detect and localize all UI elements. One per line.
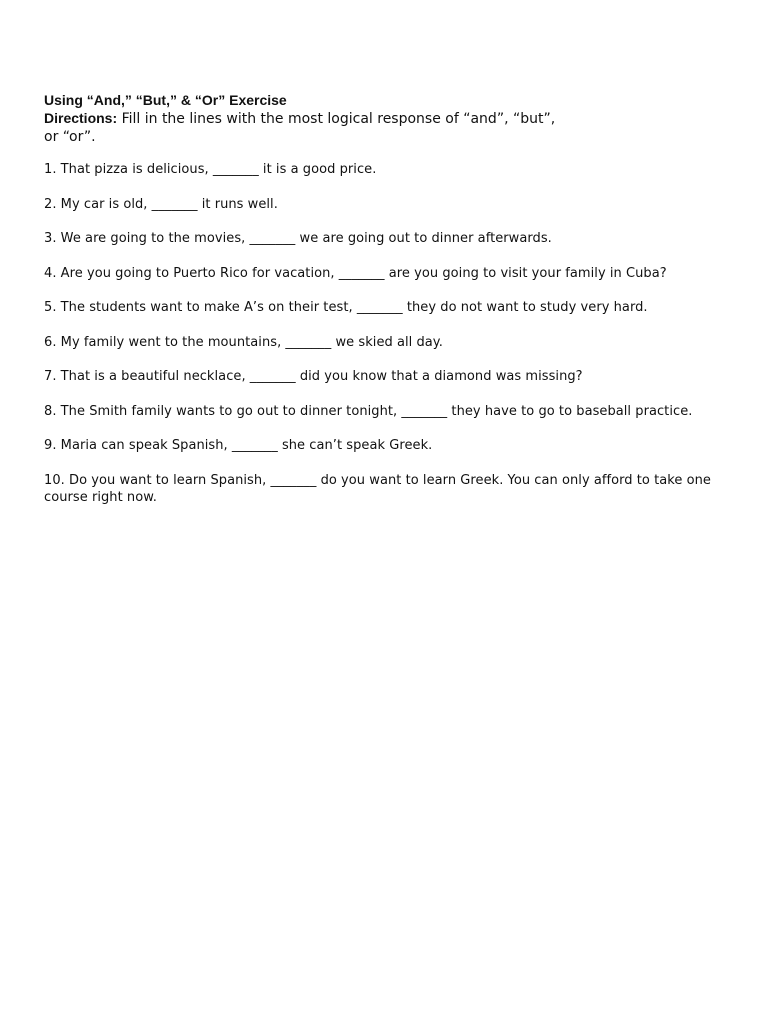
exercise-item-10: 10. Do you want to learn Spanish, _______ do you want to learn Greek. You can only afford to take one course right now. xyxy=(44,472,711,505)
worksheet xyxy=(44,91,734,524)
directions-label: Directions: xyxy=(44,110,118,126)
exercise-item-5: 5. The students want to make A’s on their test, _______ they do not want to study very hard. xyxy=(44,300,648,315)
exercise-item-3: 3. We are going to the movies, _______ we are going out to dinner afterwards. xyxy=(44,231,552,246)
directions xyxy=(44,109,564,146)
exercise-item-6: 6. My family went to the mountains, _______ we skied all day. xyxy=(44,334,443,350)
worksheet-title: Using “And,” “But,” & “Or” Exercise xyxy=(44,92,287,108)
exercise-item-7: 7. That is a beautiful necklace, _______ did you know that a diamond was missing? xyxy=(44,369,583,384)
exercise-item-9: 9. Maria can speak Spanish, _______ she can’t speak Greek. xyxy=(44,438,433,453)
exercise-item-2: 2. My car is old, _______ it runs well. xyxy=(44,196,278,212)
exercise-item-8: 8. The Smith family wants to go out to dinner tonight, _______ they have to go to baseball practice. xyxy=(44,403,693,419)
exercise-item-4: 4. Are you going to Puerto Rico for vacation, _______ are you going to visit your family in Cuba? xyxy=(44,265,667,281)
exercise-item-1: 1. That pizza is delicious, _______ it is a good price. xyxy=(44,162,377,177)
directions-text: Fill in the lines with the most logical response of “and”, “but”, or “or”. xyxy=(44,111,556,145)
exercise-list xyxy=(44,161,734,507)
